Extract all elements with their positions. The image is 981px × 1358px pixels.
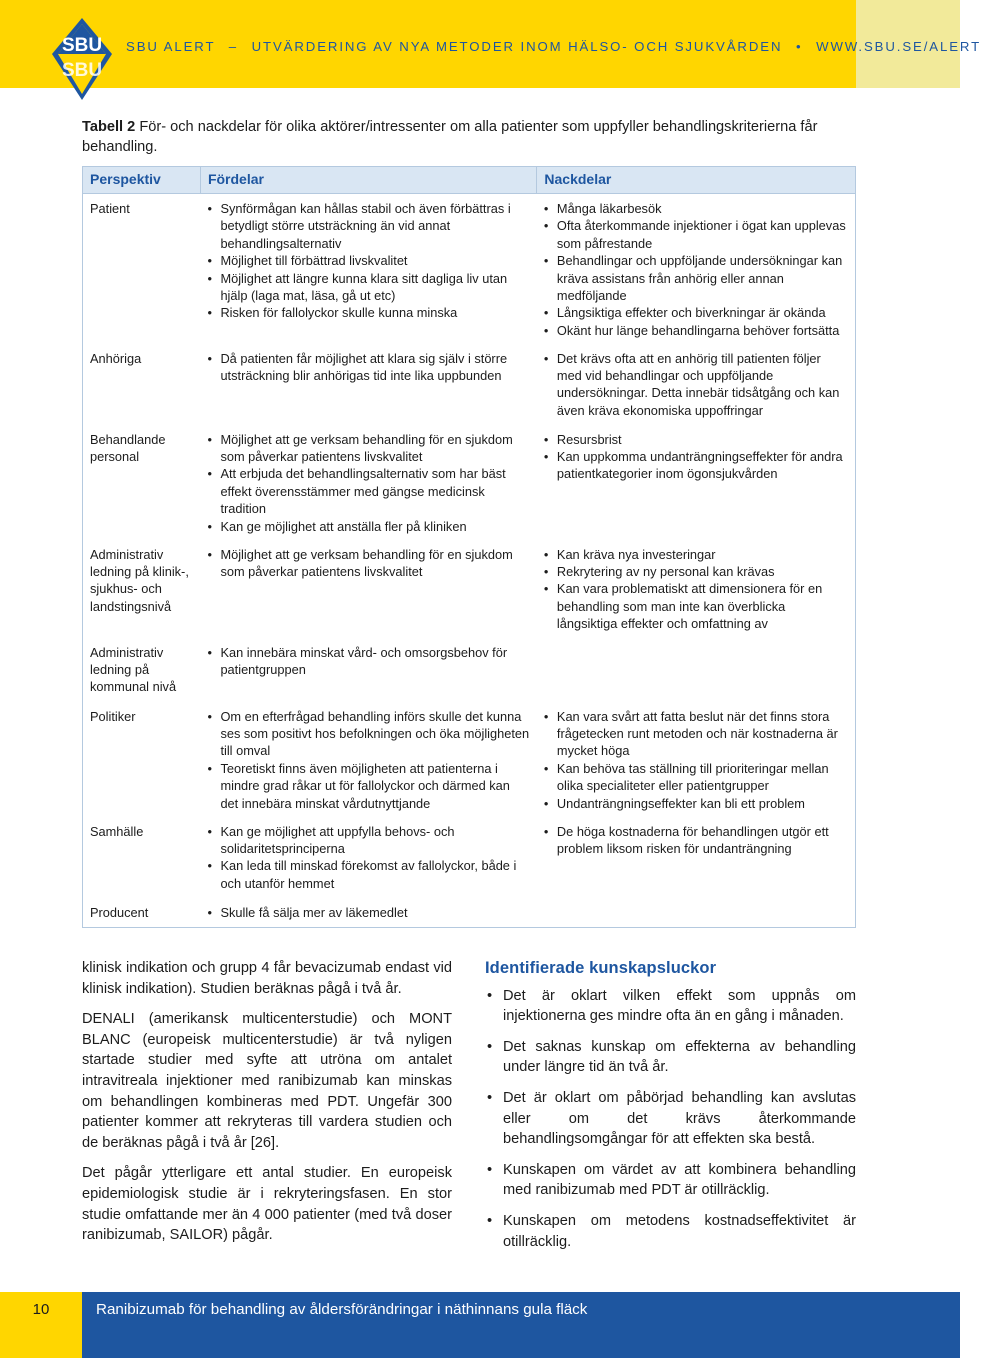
list-item: • Långsiktiga effekter och biverkningar är okända [544, 304, 848, 321]
knowledge-gaps-section [485, 958, 856, 1262]
pros-list [207, 708, 529, 812]
list-item: • Kan vara problematiskt att dimensionera för en behandling som man inte kan överblicka långsiktiga effekter och omfattning av [544, 580, 848, 632]
pros-list [207, 350, 529, 385]
list-item: • Kan uppkomma undanträngningseffekter för andra patientkategorier inom ögonsjukvården [544, 448, 848, 483]
perspective-table [82, 166, 856, 928]
list-item: • Möjlighet att ge verksam behandling för en sjukdom som påverkar patientens livskvalitet [207, 431, 529, 466]
list-item: • Kan innebära minskat vård- och omsorgsbehov för patientgruppen [207, 644, 529, 679]
table-row [83, 344, 856, 425]
body-paragraph: DENALI (amerikansk multicenterstudie) och MONT BLANC (europeisk multicenterstudie) är två nyligen startade studier med syfte att utröna om antalet intravitreala injektioner med ranibizumab kan minskas om behandlingen kombineras med PDT. Ungefär 300 patienter kommer att rekryteras till vardera studien och de beräknas pågå i två år [26]. [82, 1011, 452, 1151]
knowledge-gaps-list [485, 986, 856, 1253]
pros-cell [200, 817, 536, 898]
footer-band [0, 1292, 960, 1358]
cons-list [544, 708, 848, 812]
list-item: • Risken för fallolyckor skulle kunna minska [207, 304, 529, 321]
list-item: • Kan behöva tas ställning till prioriteringar mellan olika specialiteter eller patientgrupper [544, 760, 848, 795]
pros-cell [200, 425, 536, 540]
table-row [83, 817, 856, 898]
perspective-cell: Administrativ ledning på klinik-, sjukhus- och landstingsnivå [90, 546, 189, 614]
caption-label: Tabell 2 [82, 119, 136, 135]
perspective-cell: Patient [90, 201, 130, 216]
list-item: • De höga kostnaderna för behandlingen utgör ett problem liksom risken för undanträngning [544, 823, 848, 858]
cons-cell [537, 638, 856, 702]
header-text [126, 39, 981, 54]
perspective-cell: Administrativ ledning på kommunal nivå [90, 644, 177, 695]
table-row [83, 425, 856, 540]
pros-cell [200, 194, 536, 344]
pros-list [207, 823, 529, 893]
table-header-row [83, 167, 856, 194]
list-item: • Synförmågan kan hållas stabil och även förbättras i betydligt större utsträckning än vid annat behandlingsalternativ [207, 200, 529, 252]
list-item: • Då patienten får möjlighet att klara sig själv i större utsträckning blir anhörigas tid inte lika uppbunden [207, 350, 529, 385]
list-item: • Teoretiskt finns även möjligheten att patienterna i mindre grad råkar ut för fallolyckor och därmed kan det innebära minskat vårdutnyttjande [207, 760, 529, 812]
header-cons: Nackdelar [537, 167, 856, 194]
cons-list [544, 200, 848, 339]
pros-list [207, 904, 529, 921]
list-item: • Kunskapen om metodens kostnadseffektivitet är otillräcklig. [485, 1211, 856, 1252]
pros-cell [200, 344, 536, 425]
pros-cell [200, 638, 536, 702]
logo-text-bottom: SBU [61, 60, 103, 81]
cons-list [544, 350, 848, 420]
list-item: • Kan kräva nya investeringar [544, 546, 848, 563]
header-subtitle: UTVÄRDERING AV NYA METODER INOM HÄLSO- OCH SJUKVÅRDEN [251, 39, 783, 54]
list-item: • Kan ge möjlighet att anställa fler på kliniken [207, 518, 529, 535]
header-perspective: Perspektiv [83, 167, 201, 194]
cons-cell [537, 817, 856, 898]
list-item: • Rekrytering av ny personal kan krävas [544, 563, 848, 580]
footer-title: Ranibizumab för behandling av åldersförändringar i näthinnans gula fläck [96, 1301, 588, 1318]
list-item: • Att erbjuda det behandlingsalternativ som har bäst effekt överensstämmer med gängse medicinsk tradition [207, 465, 529, 517]
list-item: • Kan vara svårt att fatta beslut när det finns stora frågetecken runt metoden och när kostnaderna är mycket höga [544, 708, 848, 760]
list-item: • Okänt hur länge behandlingarna behöver fortsätta [544, 322, 848, 339]
body-paragraph: Det pågår ytterligare ett antal studier. En europeisk epidemiologisk studie är i rekryteringsfasen. En stor studie omfattande mer än 4 000 patienter (med två doser ranibizumab, SAILOR) pågår. [82, 1165, 452, 1244]
caption-text: För- och nackdelar för olika aktörer/intressenter om alla patienter som uppfyller behandlingskriterierna får behandling. [82, 119, 818, 155]
header-dash: – [228, 39, 238, 54]
table-row [83, 638, 856, 702]
list-item: • Behandlingar och uppföljande undersökningar kan kräva assistans från anhörig eller annan medföljande [544, 252, 848, 304]
pros-list [207, 644, 529, 679]
list-item: • Ofta återkommande injektioner i ögat kan upplevas som påfrestande [544, 217, 848, 252]
list-item: • Kunskapen om värdet av att kombinera behandling med ranibizumab med PDT är otillräcklig. [485, 1160, 856, 1201]
cons-list [544, 431, 848, 483]
body-left-column [82, 958, 452, 1256]
list-item: • Om en efterfrågad behandling införs skulle det kunna ses som positivt hos befolkningen och öka möjligheten till omval [207, 708, 529, 760]
list-item: • Skulle få sälja mer av läkemedlet [207, 904, 529, 921]
page-number: 10 [0, 1292, 82, 1358]
sbu-logo [52, 18, 112, 100]
perspective-cell: Producent [90, 904, 149, 920]
cons-cell [537, 425, 856, 540]
table-body [83, 194, 856, 928]
pros-cell [200, 702, 536, 817]
cons-list [544, 546, 848, 633]
header-url[interactable]: WWW.SBU.SE/ALERT [816, 39, 981, 54]
cons-list [544, 823, 848, 858]
logo-text-top: SBU [61, 35, 103, 56]
table-row [83, 194, 856, 344]
perspective-cell: Politiker [90, 708, 136, 724]
list-item: • Det är oklart om påbörjad behandling kan avslutas eller om det krävs återkommande behandlingsomgångar för att effekten ska bestå. [485, 1088, 856, 1150]
perspective-cell: Anhöriga [90, 350, 142, 366]
list-item: • Möjlighet att längre kunna klara sitt dagliga liv utan hjälp (laga mat, läsa, gå ut etc) [207, 270, 529, 305]
body-paragraph: klinisk indikation och grupp 4 får bevacizumab endast vid klinisk indikation). Studien beräknas pågå i två år. [82, 960, 452, 997]
header-pros: Fördelar [200, 167, 536, 194]
cons-cell [537, 898, 856, 928]
list-item: • Många läkarbesök [544, 200, 848, 217]
table-row [83, 540, 856, 638]
pros-cell [200, 540, 536, 638]
list-item: • Resursbrist [544, 431, 848, 448]
list-item: • Kan ge möjlighet att uppfylla behovs- och solidaritetsprinciperna [207, 823, 529, 858]
knowledge-gaps-heading: Identifierade kunskapsluckor [485, 959, 717, 977]
perspective-cell: Behandlande personal [90, 431, 166, 464]
header-bullet: • [795, 39, 803, 54]
cons-cell [537, 344, 856, 425]
header-brand: SBU ALERT [126, 39, 216, 54]
pros-cell [200, 898, 536, 928]
list-item: • Kan leda till minskad förekomst av fallolyckor, både i och utanför hemmet [207, 857, 529, 892]
pros-list [207, 546, 529, 581]
perspective-cell: Samhälle [90, 823, 144, 839]
cons-cell [537, 194, 856, 344]
table-row [83, 898, 856, 928]
list-item: • Möjlighet till förbättrad livskvalitet [207, 252, 529, 269]
list-item: • Möjlighet att ge verksam behandling för en sjukdom som påverkar patientens livskvalitet [207, 546, 529, 581]
cons-cell [537, 702, 856, 817]
cons-cell [537, 540, 856, 638]
list-item: • Det är oklart vilken effekt som uppnås om injektionerna ges mindre ofta än en gång i månaden. [485, 986, 856, 1027]
list-item: • Undanträngningseffekter kan bli ett problem [544, 795, 848, 812]
table-row [83, 702, 856, 817]
list-item: • Det saknas kunskap om effekterna av behandling under längre tid än två år. [485, 1037, 856, 1078]
list-item: • Det krävs ofta att en anhörig till patienten följer med vid behandlingar och uppföljande undersökningar. Detta innebär tidsåtgång och kan även kräva ekonomiska uppoffringar [544, 350, 848, 420]
pros-list [207, 431, 529, 535]
table-caption [82, 117, 862, 157]
pros-list [207, 200, 529, 322]
